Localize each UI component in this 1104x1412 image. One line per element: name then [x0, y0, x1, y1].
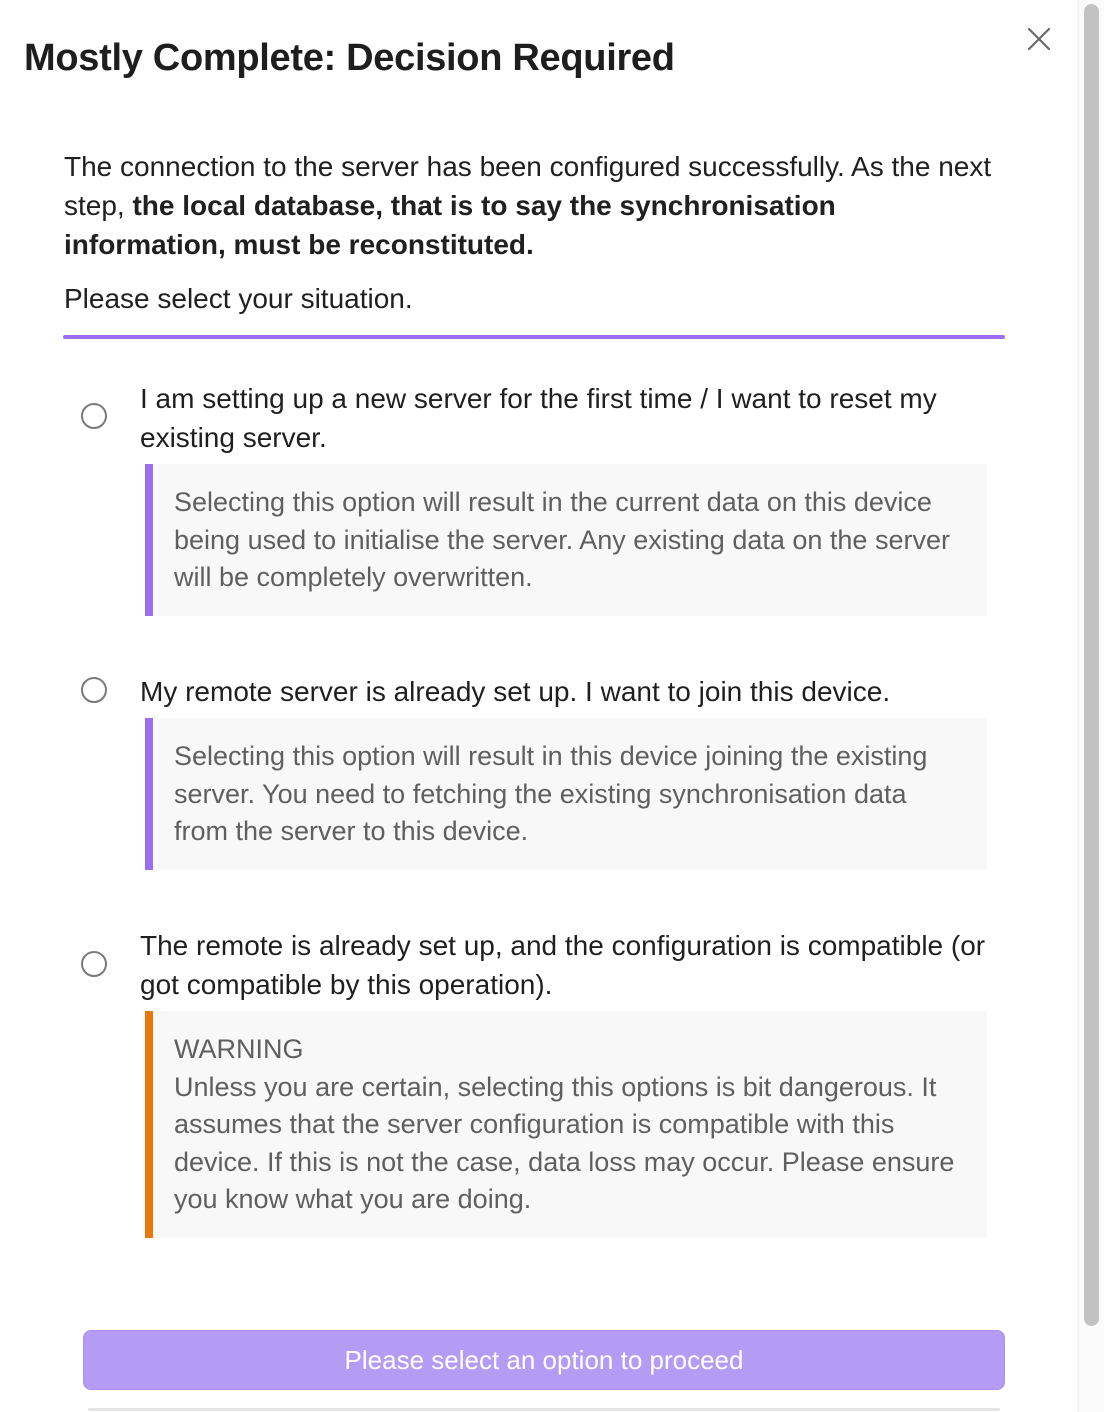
option-description-text: Unless you are certain, selecting this options is bit dangerous. It assumes that the server configuration is compatible with this device. If this is not the case, data loss may occur. Please ensure you know what you are doing. — [174, 1071, 955, 1214]
dialog-title: Mostly Complete: Decision Required — [24, 37, 675, 79]
scrollbar-thumb[interactable] — [1084, 4, 1099, 1326]
option-label[interactable]: My remote server is already set up. I want to join this device. — [140, 676, 891, 707]
radio-join-device[interactable] — [81, 677, 107, 703]
option-description-text: Selecting this option will result in this device joining the existing server. You need to fetching the existing synchronisation data from the server to this device. — [174, 741, 928, 846]
intro-bold: the local database, that is to say the synchronisation information, must be reconstituted. — [64, 190, 836, 260]
option-label[interactable]: The remote is already set up, and the configuration is compatible (or got compatible by this operation). — [140, 930, 986, 1000]
option-description — [145, 718, 987, 870]
close-icon — [1027, 27, 1051, 51]
radio-reset-server[interactable] — [81, 403, 107, 429]
close-button[interactable] — [1022, 22, 1056, 56]
option-description — [145, 464, 987, 616]
option-description-text: Selecting this option will result in the current data on this device being used to initialise the server. Any existing data on the server will be completely overwritten. — [174, 487, 950, 592]
accent-divider — [63, 335, 1005, 339]
footer-divider — [88, 1408, 1000, 1411]
warning-heading: WARNING — [174, 1034, 304, 1064]
intro-plain: The connection to the server has been configured successfully. As the next step, — [64, 151, 992, 221]
option-label[interactable]: I am setting up a new server for the first time / I want to reset my existing server. — [140, 383, 937, 453]
warning-callout — [145, 1011, 987, 1238]
situation-prompt: Please select your situation. — [64, 283, 413, 314]
radio-compatible-remote[interactable] — [81, 951, 107, 977]
proceed-button[interactable]: Please select an option to proceed — [83, 1330, 1005, 1390]
intro-text — [64, 147, 994, 264]
